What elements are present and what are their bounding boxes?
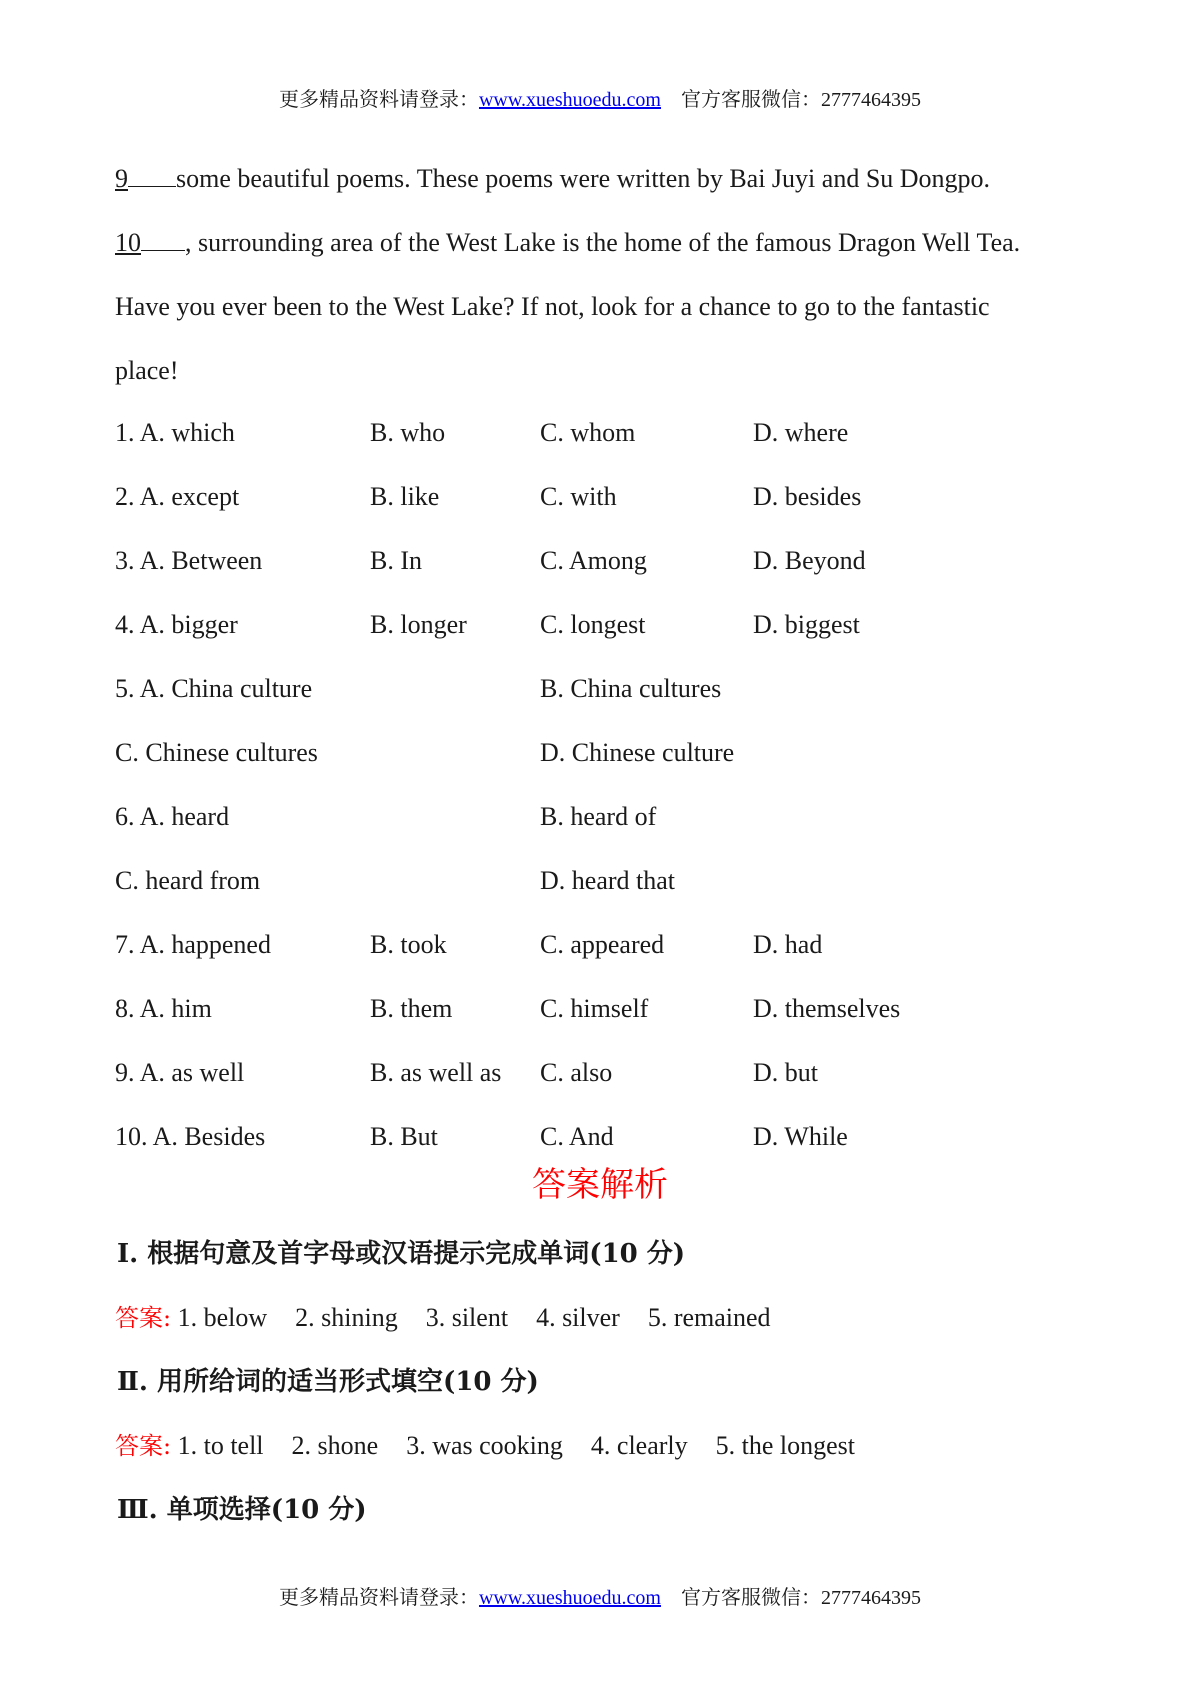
option-d: D. besides (753, 482, 862, 511)
answer-label: 答案: (115, 1304, 172, 1332)
option-d: D. While (753, 1122, 848, 1151)
passage-line-4: place! (115, 356, 179, 385)
footer-link[interactable]: www.xueshuoedu.com (478, 1587, 661, 1609)
section-3-title: Ⅲ. 单项选择(10 分) (117, 1495, 367, 1525)
page-header (0, 88, 1200, 112)
section-2-answers (115, 1430, 883, 1462)
option-a: 7. A. happened (115, 930, 271, 959)
option-row (0, 416, 1200, 450)
passage-line-3: Have you ever been to the West Lake? If not, look for a chance to go to the fantastic (115, 292, 990, 321)
option-row (0, 736, 1200, 770)
option-b: B. them (370, 994, 453, 1023)
passage-text-1: some beautiful poems. These poems were written by Bai Juyi and Su Dongpo. (176, 164, 991, 193)
option-row (0, 800, 1200, 834)
header-prefix: 更多精品资料请登录： (278, 89, 479, 111)
section-2-title: Ⅱ. 用所给词的适当形式填空(10 分) (117, 1367, 539, 1397)
option-c: C. appeared (540, 930, 665, 959)
answer-item: 3. silent (425, 1303, 509, 1332)
answer-item: 5. remained (647, 1303, 771, 1332)
option-c: C. whom (540, 418, 636, 447)
option-b: B. who (370, 418, 446, 447)
answer-item: 1. to tell (177, 1431, 264, 1460)
option-c: D. heard that (540, 866, 676, 895)
answer-item: 1. below (177, 1303, 268, 1332)
section-1-title: Ⅰ. 根据句意及首字母或汉语提示完成单词(10 分) (117, 1239, 686, 1269)
option-a: 2. A. except (115, 482, 240, 511)
option-a: 1. A. which (115, 418, 235, 447)
option-c: B. China cultures (540, 674, 722, 703)
passage-text-2: , surrounding area of the West Lake is the home of the famous Dragon Well Tea. (185, 228, 1021, 257)
answer-item: 4. silver (536, 1303, 620, 1332)
answer-item: 2. shining (295, 1303, 398, 1332)
option-b: B. like (370, 482, 440, 511)
answer-item: 5. the longest (715, 1431, 856, 1460)
header-link[interactable]: www.xueshuoedu.com (478, 89, 661, 111)
answer-item: 3. was cooking (406, 1431, 563, 1460)
blank-number-10: 10 (115, 228, 141, 257)
option-a: C. Chinese cultures (115, 738, 318, 767)
option-row (0, 480, 1200, 514)
answer-item: 2. shone (291, 1431, 379, 1460)
option-b: B. longer (370, 610, 467, 639)
option-row (0, 544, 1200, 578)
option-a: 5. A. China culture (115, 674, 313, 703)
option-b: B. took (370, 930, 447, 959)
option-a: 10. A. Besides (115, 1122, 266, 1151)
option-a: 3. A. Between (115, 546, 263, 575)
option-c: C. with (540, 482, 617, 511)
blank-line (128, 164, 176, 187)
option-c: C. himself (540, 994, 649, 1023)
blank-number-9: 9 (115, 164, 128, 193)
header-service: 官方客服微信：2777464395 (681, 89, 921, 111)
option-row (0, 928, 1200, 962)
option-a: 4. A. bigger (115, 610, 238, 639)
option-c: D. Chinese culture (540, 738, 735, 767)
option-d: D. themselves (753, 994, 901, 1023)
option-c: C. Among (540, 546, 647, 575)
option-row (0, 1120, 1200, 1154)
passage-line-2 (115, 228, 1020, 258)
option-c: B. heard of (540, 802, 657, 831)
option-row (0, 864, 1200, 898)
option-c: C. also (540, 1058, 613, 1087)
answer-item: 4. clearly (590, 1431, 688, 1460)
option-d: D. had (753, 930, 823, 959)
option-a: 6. A. heard (115, 802, 230, 831)
option-row (0, 608, 1200, 642)
option-d: D. where (753, 418, 849, 447)
option-b: B. In (370, 546, 422, 575)
option-b: B. as well as (370, 1058, 502, 1087)
option-c: C. longest (540, 610, 646, 639)
option-a: 8. A. him (115, 994, 212, 1023)
option-a: 9. A. as well (115, 1058, 245, 1087)
footer-prefix: 更多精品资料请登录： (278, 1587, 479, 1609)
answer-label: 答案: (115, 1432, 172, 1460)
option-d: D. biggest (753, 610, 860, 639)
option-row (0, 992, 1200, 1026)
option-d: D. but (753, 1058, 818, 1087)
option-row (0, 672, 1200, 706)
page-footer (0, 1586, 1200, 1610)
passage-line-1 (115, 164, 990, 194)
blank-line (141, 228, 185, 251)
footer-service: 官方客服微信：2777464395 (681, 1587, 921, 1609)
option-row (0, 1056, 1200, 1090)
option-c: C. And (540, 1122, 614, 1151)
section-1-answers (115, 1302, 799, 1334)
option-a: C. heard from (115, 866, 261, 895)
answer-title: 答案解析 (532, 1167, 668, 1204)
option-d: D. Beyond (753, 546, 866, 575)
option-b: B. But (370, 1122, 438, 1151)
